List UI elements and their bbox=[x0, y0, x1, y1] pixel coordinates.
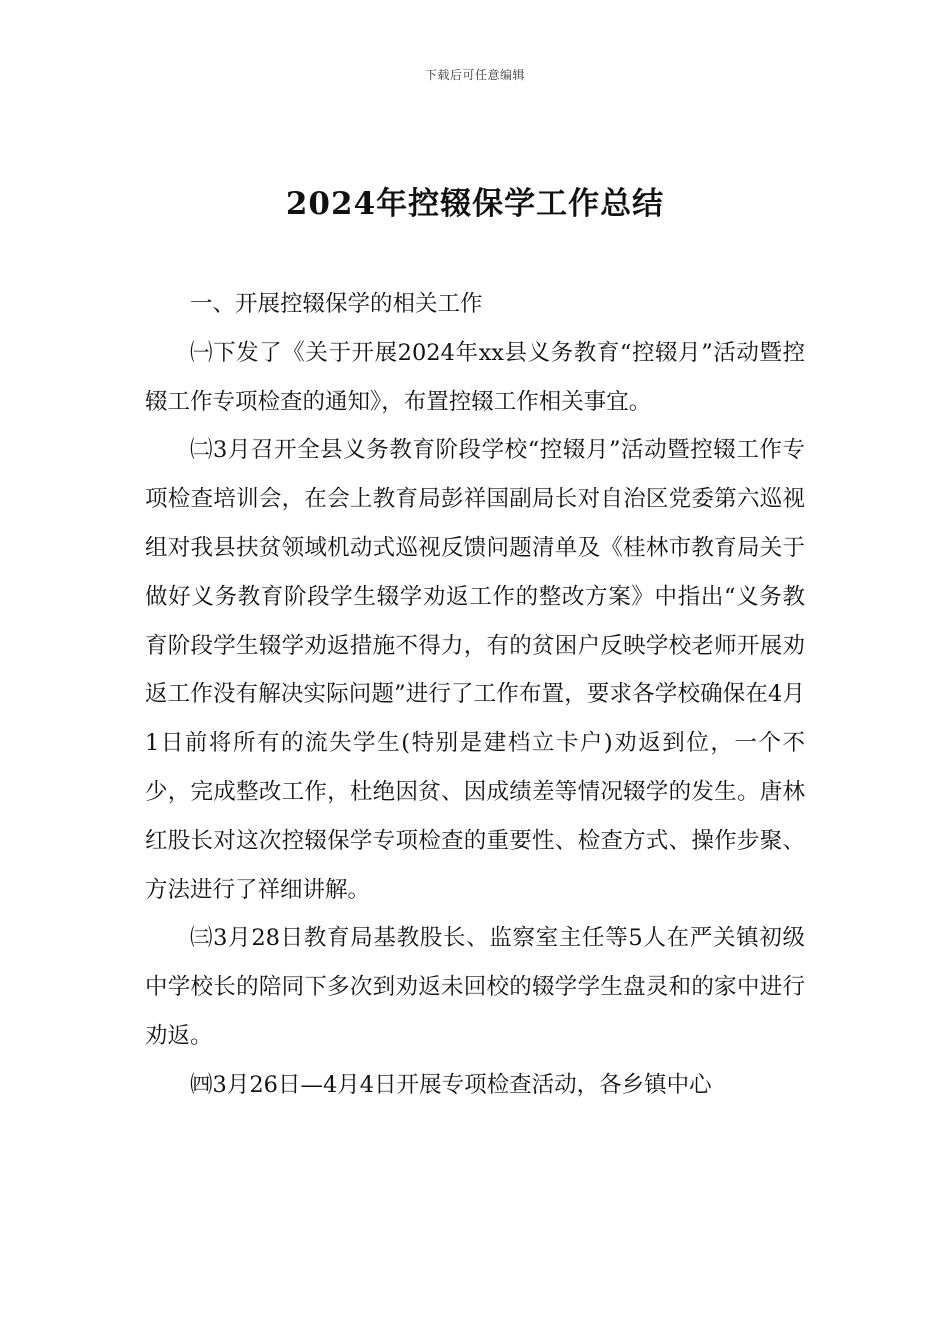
paragraph-item-1: ㈠下发了《关于开展2024年xx县义务教育“控辍月”活动暨控辍工作专项检查的通知》，布置控辍工作相关事宜。 bbox=[145, 339, 805, 415]
section-heading: 一、开展控辍保学的相关工作 bbox=[190, 291, 483, 317]
header-note: 下载后可任意编辑 bbox=[424, 68, 525, 82]
document-body bbox=[145, 280, 805, 1110]
paragraph-item-3: ㈢3月28日教育局基教股长、监察室主任等5人在严关镇初级中学校长的陪同下多次到劝返未回校的辍学学生盘灵和的家中进行劝返。 bbox=[145, 925, 805, 1049]
paragraph-item-4: ㈣3月26日—4月4日开展专项检查活动，各乡镇中心 bbox=[190, 1071, 712, 1098]
paragraph-item-2: ㈡3月召开全县义务教育阶段学校“控辍月”活动暨控辍工作专项检查培训会，在会上教育局彭祥国副局长对自治区党委第六巡视组对我县扶贫领域机动式巡视反馈问题清单及《桂林市教育局关于做好义务教育阶段学生辍学劝返工作的整改方案》中指出“义务教育阶段学生辍学劝返措施不得力，有的贫困户反映学校老师开展劝返工作没有解决实际问题”进行了工作布置，要求各学校确保在4月1日前将所有的流失学生(特别是建档立卡户)劝返到位，一个不少，完成整改工作，杜绝因贫、因成绩差等情况辍学的发生。唐林红股长对这次控辍保学专项检查的重要性、检查方式、操作步聚、方法进行了祥细讲解。 bbox=[145, 437, 805, 903]
document-title: 2024年控辍保学工作总结 bbox=[285, 186, 665, 222]
